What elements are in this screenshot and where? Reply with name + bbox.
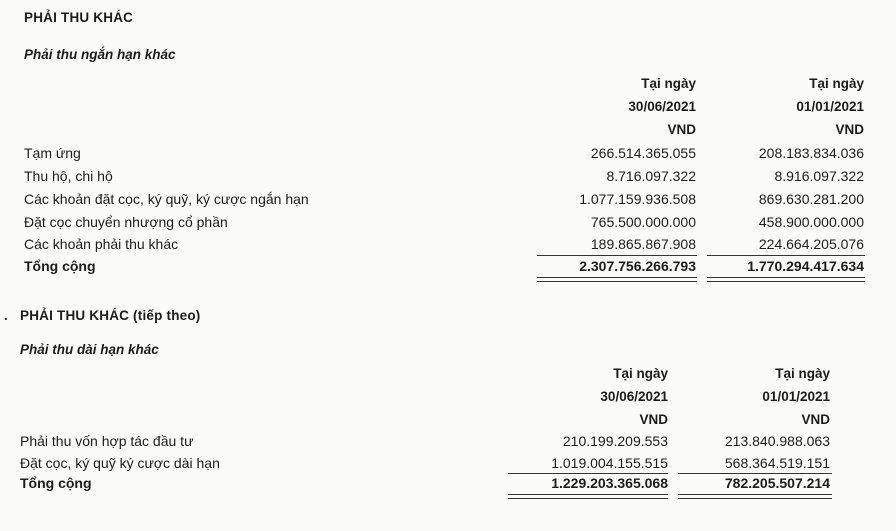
total-label: Tổng cộng [20,475,92,491]
col2-header-currency: VND [801,412,830,427]
row-label: Tạm ứng [24,145,81,161]
row-value-col2: 568.364.519.151 [724,455,830,471]
subtotal-rule-col2 [707,255,865,256]
total-double-rule-col2 [707,277,865,282]
col1-header-currency: VND [667,122,696,137]
row-value-col2: 208.183.834.036 [758,145,864,161]
col1-header-date: 30/06/2021 [600,389,668,404]
row-value-col1: 1.019.004.155.515 [551,455,668,471]
total-value-col2: 782.205.507.214 [724,475,830,491]
row-value-col2: 213.840.988.063 [724,433,830,449]
row-value-col1: 1.077.159.936.508 [579,191,696,207]
row-label: Đặt cọc chuyển nhượng cổ phần [24,214,228,230]
row-value-col1: 266.514.365.055 [590,145,696,161]
section-subtitle-short-term: Phải thu ngắn hạn khác [24,47,176,62]
col2-header-line1: Tại ngày [775,366,830,381]
row-label: Phải thu vốn hợp tác đầu tư [20,433,194,449]
total-label: Tổng cộng [24,258,96,274]
row-label: Các khoản phải thu khác [24,236,179,252]
col1-header-date: 30/06/2021 [628,99,696,114]
row-value-col2: 224.664.205.076 [758,236,864,252]
section-number-marker: . [4,308,8,323]
section-subtitle-long-term: Phải thu dài hạn khác [20,342,159,357]
section-title-short-term: PHẢI THU KHÁC [24,10,134,25]
total-value-col1: 2.307.756.266.793 [579,258,696,274]
col2-header-date: 01/01/2021 [796,99,864,114]
total-double-rule-col2 [678,494,832,499]
col2-header-date: 01/01/2021 [762,389,830,404]
subtotal-rule-col1 [508,473,668,474]
total-value-col1: 1.229.203.365.068 [551,475,668,491]
row-value-col2: 458.900.000.000 [758,214,864,230]
row-value-col1: 8.716.097.322 [606,168,696,184]
subtotal-rule-col1 [537,255,697,256]
row-value-col2: 8.916.097.322 [774,168,864,184]
col2-header-line1: Tại ngày [809,76,864,91]
row-value-col1: 189.865.867.908 [590,236,696,252]
row-label: Các khoản đặt cọc, ký quỹ, ký cược ngắn hạn [24,191,309,207]
subtotal-rule-col2 [678,473,832,474]
row-value-col2: 869.630.281.200 [758,191,864,207]
row-value-col1: 765.500.000.000 [590,214,696,230]
col1-header-line1: Tại ngày [613,366,668,381]
col1-header-line1: Tại ngày [641,76,696,91]
total-value-col2: 1.770.294.417.634 [747,258,864,274]
row-label: Thu hộ, chi hộ [24,168,113,184]
col1-header-currency: VND [639,412,668,427]
row-label: Đặt cọc, ký quỹ ký cược dài hạn [20,455,220,471]
section-title-continued: PHẢI THU KHÁC (tiếp theo) [20,308,201,323]
row-value-col1: 210.199.209.553 [562,433,668,449]
total-double-rule-col1 [537,277,697,282]
col2-header-currency: VND [835,122,864,137]
total-double-rule-col1 [508,494,668,499]
